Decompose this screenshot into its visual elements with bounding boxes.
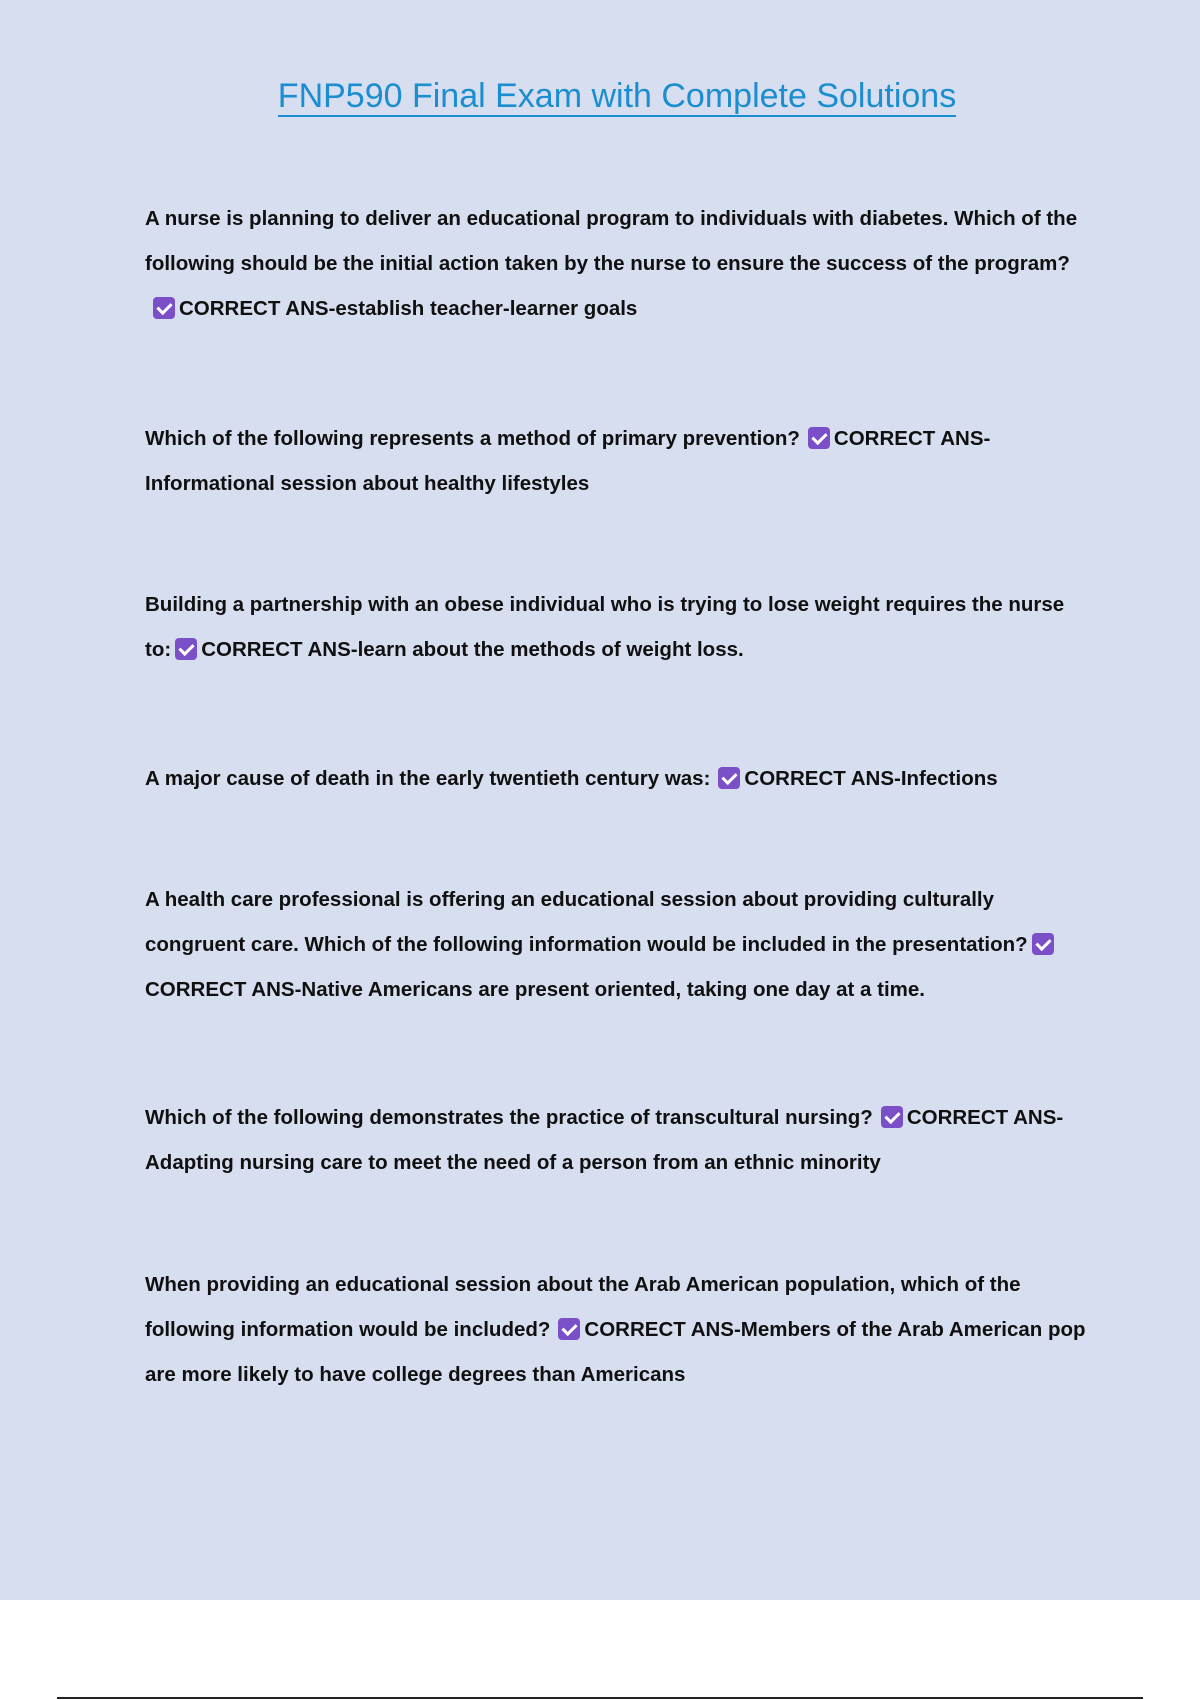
- footer-divider: [57, 1697, 1143, 1699]
- qa-item-3: [145, 582, 1095, 672]
- qa-item-1: [145, 196, 1095, 331]
- qa-item-2: [145, 416, 1095, 506]
- checkbox-checked-icon: [718, 767, 740, 789]
- checkbox-checked-icon: [881, 1106, 903, 1128]
- document-title-text: FNP590 Final Exam with Complete Solutions: [277, 77, 957, 115]
- question-text: A major cause of death in the early twentieth century was:: [145, 767, 711, 790]
- question-text: Building a partnership with an obese individual who is trying to lose weight requires the nurse to:: [145, 593, 1065, 661]
- question-text: A nurse is planning to deliver an educational program to individuals with diabetes. Which of the following should be the initial action taken by the nurse to ensure the success of the program?: [145, 207, 1078, 275]
- answer-text: CORRECT ANS-establish teacher-learner goals: [179, 297, 638, 320]
- checkbox-checked-icon: [808, 427, 830, 449]
- checkbox-checked-icon: [558, 1318, 580, 1340]
- answer-text: CORRECT ANS-learn about the methods of weight loss.: [201, 638, 744, 661]
- qa-item-6: [145, 1095, 1095, 1185]
- qa-item-7: [145, 1262, 1095, 1397]
- answer-text: CORRECT ANS-Adapting nursing care to meet the need of a person from an ethnic minority: [145, 1106, 1064, 1174]
- document-title: [0, 74, 1200, 118]
- answer-text: CORRECT ANS-Members of the Arab American pop are more likely to have college degrees than Americans: [145, 1318, 1086, 1386]
- qa-item-4: [145, 756, 1095, 801]
- qa-item-5: [145, 877, 1095, 1012]
- checkbox-checked-icon: [175, 638, 197, 660]
- answer-text: CORRECT ANS-Infections: [744, 767, 998, 790]
- question-text: When providing an educational session about the Arab American population, which of the following information would be included?: [145, 1273, 1021, 1341]
- question-text: Which of the following demonstrates the practice of transcultural nursing?: [145, 1106, 873, 1129]
- answer-text: CORRECT ANS-Native Americans are present oriented, taking one day at a time.: [145, 978, 925, 1001]
- question-text: Which of the following represents a method of primary prevention?: [145, 427, 800, 450]
- answer-text: CORRECT ANS-Informational session about healthy lifestyles: [145, 427, 991, 495]
- checkbox-checked-icon: [1032, 933, 1054, 955]
- checkbox-checked-icon: [153, 297, 175, 319]
- question-text: A health care professional is offering an educational session about providing culturally congruent care. Which of the following information would be included in the presentation?: [145, 888, 1028, 956]
